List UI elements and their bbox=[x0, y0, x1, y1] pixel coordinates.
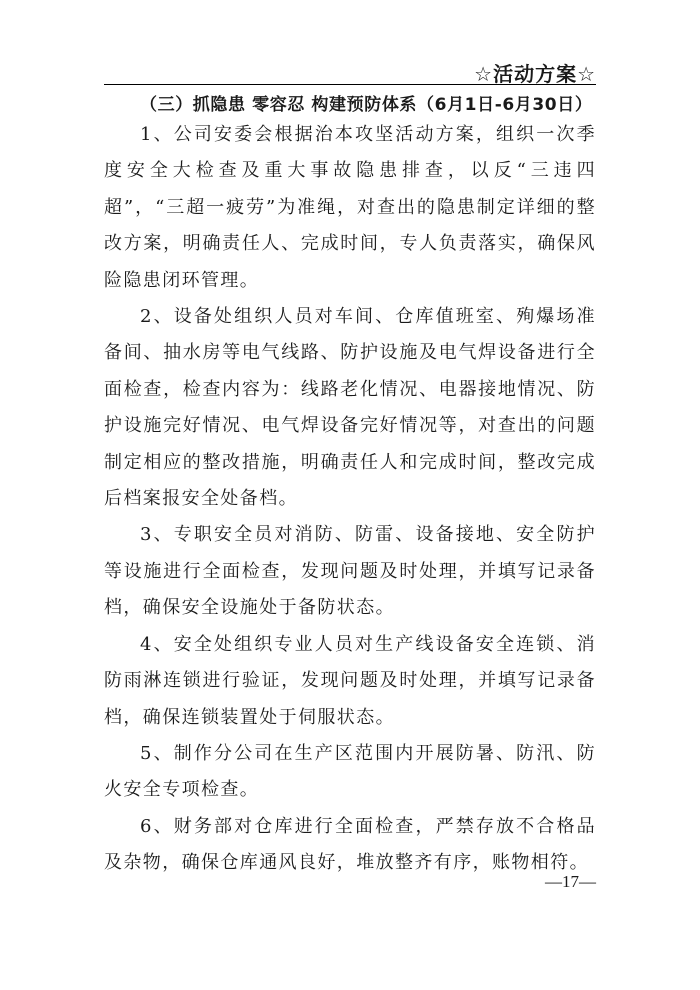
document-body bbox=[104, 117, 596, 882]
paragraph-item-1: 1、公司安委会根据治本攻坚活动方案，组织一次季度安全大检查及重大事故隐患排查，以反“三违四超”，“三超一疲劳”为准绳，对查出的隐患制定详细的整改方案，明确责任人、完成时间，专人负责落实，确保风险隐患闭环管理。 bbox=[104, 124, 596, 291]
page-number: —17— bbox=[545, 872, 596, 891]
paragraph-item-5: 5、制作分公司在生产区范围内开展防暑、防汛、防火安全专项检查。 bbox=[104, 742, 596, 801]
section-title: （三）抓隐患 零容忍 构建预防体系（6月1日-6月30日） bbox=[140, 95, 593, 115]
paragraph-item-4: 4、安全处组织专业人员对生产线设备安全连锁、消防雨淋连锁进行验证，发现问题及时处理，并填写记录备档，确保连锁装置处于伺服状态。 bbox=[104, 633, 596, 728]
document-header-title: ☆活动方案☆ bbox=[474, 62, 596, 86]
paragraph-item-6: 6、财务部对仓库进行全面检查，严禁存放不合格品及杂物，确保仓库通风良好，堆放整齐有序，账物相符。 bbox=[104, 815, 596, 874]
paragraph-item-2: 2、设备处组织人员对车间、仓库值班室、殉爆场准备间、抽水房等电气线路、防护设施及电气焊设备进行全面检查，检查内容为：线路老化情况、电器接地情况、防护设施完好情况、电气焊设备完好情况等，对查出的问题制定相应的整改措施，明确责任人和完成时间，整改完成后档案报安全处备档。 bbox=[104, 306, 596, 510]
header-divider bbox=[104, 84, 596, 85]
paragraph-item-3: 3、专职安全员对消防、防雷、设备接地、安全防护等设施进行全面检查，发现问题及时处理，并填写记录备档，确保安全设施处于备防状态。 bbox=[104, 524, 596, 619]
